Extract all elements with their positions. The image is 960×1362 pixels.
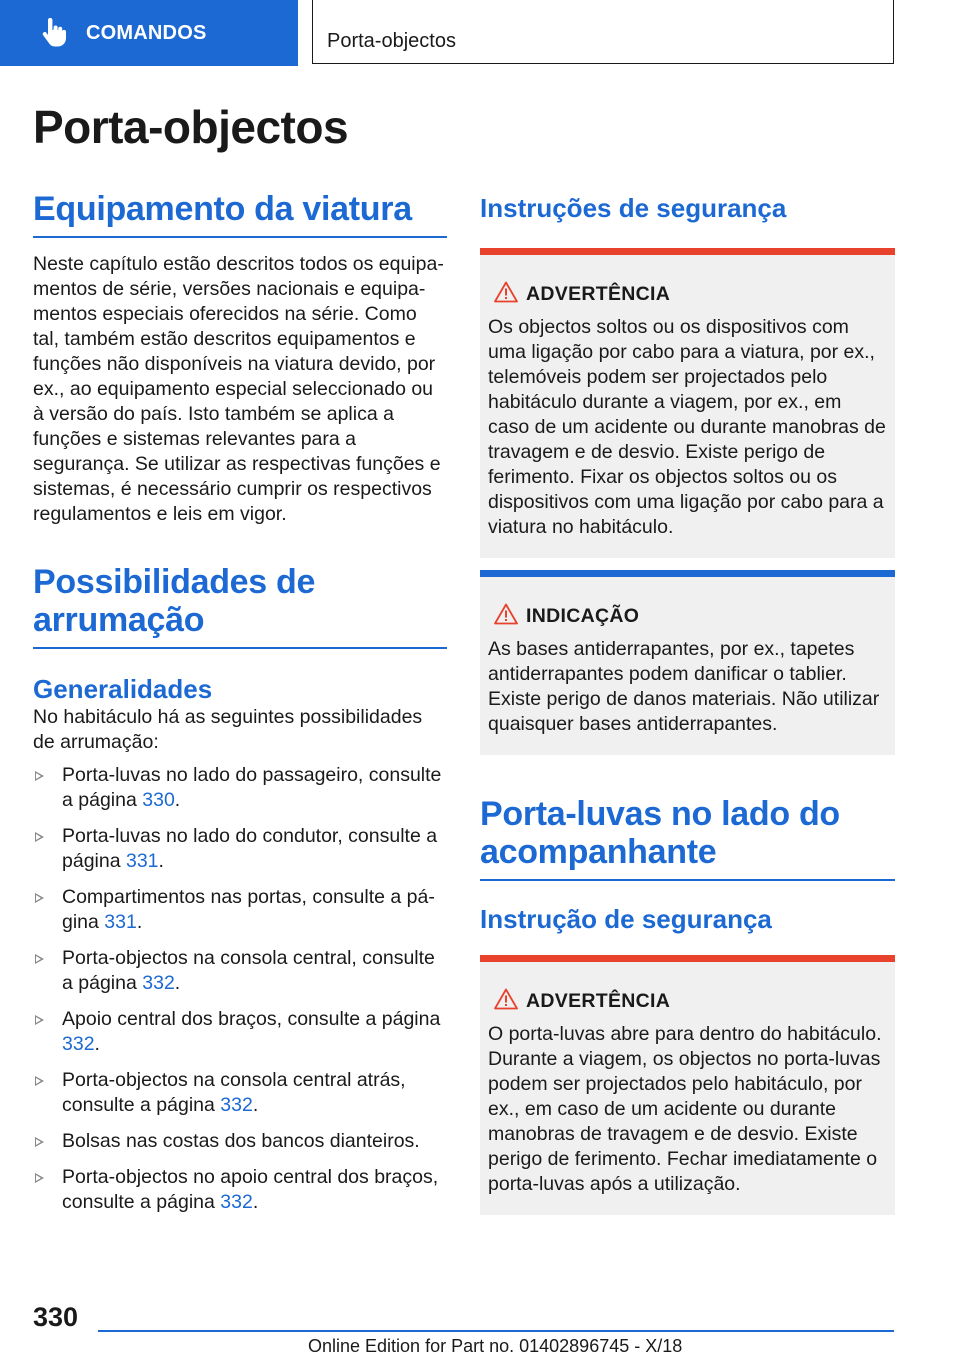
- list-item: Compartimentos nas portas, consulte a página 331.: [33, 885, 447, 935]
- bullet-arrow-icon: [35, 832, 44, 842]
- left-column: [33, 190, 447, 1226]
- warning-title: ADVERTÊNCIA: [526, 283, 671, 305]
- page-header: [0, 0, 960, 66]
- page-reference-link[interactable]: 330: [142, 789, 175, 811]
- list-item: Apoio central dos braços, consulte a página 332.: [33, 1007, 447, 1057]
- storage-rule: [33, 647, 447, 649]
- list-item: Porta-objectos no apoio central dos braços, consulte a página 332.: [33, 1165, 447, 1215]
- storage-intro: No habitáculo há as seguintes possibilidades de arrumação:: [33, 706, 423, 753]
- notice-box: [480, 570, 895, 755]
- glovebox-warning-text: O porta-luvas abre para dentro do habitáculo. Durante a viagem, os objectos no porta-luvas podem ser projectados pelo habitáculo, por ex., em caso de um acidente ou durante manobras de travagem e de desvio. Existe perigo de ferimento. Fechar imediatamente o porta-luvas após a utilização.: [488, 1023, 882, 1195]
- notice-title: INDICAÇÃO: [526, 605, 640, 627]
- list-item: Porta-objectos na consola central, consulte a página 332.: [33, 946, 447, 996]
- pointing-hand-icon: [40, 18, 66, 48]
- list-item: Porta-luvas no lado do passageiro, consulte a página 330.: [33, 763, 447, 813]
- page-topic-tab: [312, 0, 894, 64]
- list-item: Porta-objectos na consola central atrás, consulte a página 332.: [33, 1068, 447, 1118]
- storage-heading: Possibilidades de arrumação: [33, 563, 316, 639]
- page-reference-link[interactable]: 332: [220, 1191, 253, 1213]
- glovebox-heading: Porta-luvas no lado do acompanhante: [480, 795, 840, 871]
- right-column: [480, 190, 895, 1215]
- warning-triangle-icon: [494, 988, 518, 1010]
- page-reference-link[interactable]: 331: [104, 911, 137, 933]
- page-reference-link[interactable]: 332: [142, 972, 175, 994]
- section-tab-label: COMANDOS: [86, 22, 207, 44]
- warning-box: [480, 248, 895, 558]
- bullet-arrow-icon: [35, 954, 44, 964]
- glovebox-warning-title: ADVERTÊNCIA: [526, 990, 671, 1012]
- safety-heading: Instruções de segurança: [480, 193, 787, 223]
- bullet-arrow-icon: [35, 1015, 44, 1025]
- equipment-text: Neste capítulo estão descritos todos os equipamentos de série, versões nacionais e equipamentos especiais oferecidos na série. Como tal, também estão descritos equipamentos e funções não disponíveis na viatura devido, por ex., ao equipamento especial seleccionado ou à versão do país. Isto também se aplica a funções e sistemas relevantes para a segurança. Se utilizar as respectivas funções e sistemas, é necessário cumprir os respectivos regulamentos e leis em vigor.: [33, 253, 444, 525]
- page-number: 330: [33, 1302, 79, 1332]
- storage-subheading: Generalidades: [33, 674, 213, 704]
- page-topic-label: Porta-objectos: [327, 30, 456, 52]
- footer-rule: [98, 1330, 894, 1332]
- bullet-arrow-icon: [35, 1137, 44, 1147]
- equipment-rule: [33, 236, 447, 238]
- bullet-arrow-icon: [35, 771, 44, 781]
- glovebox-warning-box: [480, 955, 895, 1215]
- warning-text: Os objectos soltos ou os dispositivos com uma ligação por cabo para a viatura, por ex., telemóveis podem ser projectados pelo habitáculo durante a viagem, por ex., em caso de um acidente ou durante manobras de travagem e de desvio. Existe perigo de ferimento. Fixar os objectos soltos ou os dispositivos com uma ligação por cabo para a viatura no habitáculo.: [488, 316, 886, 538]
- list-item: Bolsas nas costas dos bancos dianteiros.: [33, 1129, 447, 1154]
- section-tab[interactable]: [0, 0, 298, 66]
- warning-triangle-icon: [494, 603, 518, 625]
- page-reference-link[interactable]: 332: [220, 1094, 253, 1116]
- bullet-arrow-icon: [35, 893, 44, 903]
- bullet-arrow-icon: [35, 1173, 44, 1183]
- equipment-heading: Equipamento da viatura: [33, 190, 412, 228]
- notice-text: As bases antiderrapantes, por ex., tapetes antiderrapantes podem danificar o tablier. Existe perigo de danos materiais. Não utilizar quaisquer bases antiderrapantes.: [488, 638, 880, 735]
- glovebox-subheading: Instrução de segurança: [480, 904, 772, 934]
- page-reference-link[interactable]: 332: [62, 1033, 95, 1055]
- bullet-arrow-icon: [35, 1076, 44, 1086]
- storage-list: [33, 763, 447, 1215]
- page-reference-link[interactable]: 331: [125, 850, 159, 872]
- page-title: Porta-objectos: [33, 101, 349, 153]
- glovebox-rule: [480, 879, 895, 881]
- warning-triangle-icon: [494, 281, 518, 303]
- list-item: Porta-luvas no lado do condutor, consulte a página 331.: [33, 824, 447, 874]
- edition-note: Online Edition for Part no. 01402896745 - X/18: [308, 1336, 683, 1356]
